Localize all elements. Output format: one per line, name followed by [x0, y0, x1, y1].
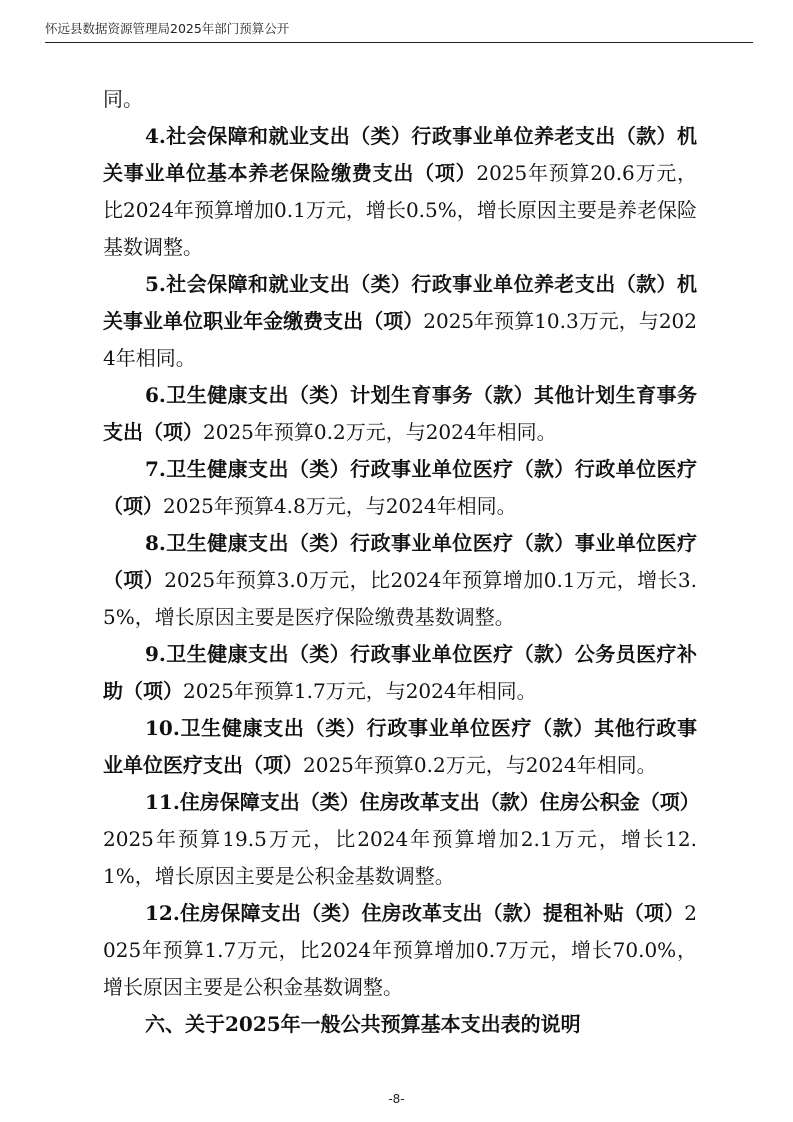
header-title: 怀远县数据资源管理局2025年部门预算公开: [45, 21, 290, 36]
budget-item-7: [103, 451, 697, 525]
item-body: 2025年预算10.3万元，与2024年相同。: [103, 309, 697, 370]
section-heading: 六、关于2025年一般公共预算基本支出表的说明: [145, 1012, 581, 1036]
continuation-text: 同。: [103, 87, 143, 111]
item-title: 9.卫生健康支出（类）行政事业单位医疗（款）公务员医疗补助（项）: [103, 642, 697, 703]
document-body: [103, 81, 700, 1043]
item-title: 4.社会保障和就业支出（类）行政事业单位养老支出（款）机关事业单位基本养老保险缴费支出（项）: [103, 124, 697, 185]
budget-item-5: [103, 266, 697, 377]
item-body: 2025年预算1.7万元，与2024年相同。: [183, 679, 537, 703]
item-title: 8.卫生健康支出（类）行政事业单位医疗（款）事业单位医疗（项）: [103, 531, 697, 592]
budget-item-8: [103, 525, 697, 636]
item-body: 2025年预算0.2万元，与2024年相同。: [303, 753, 657, 777]
budget-item-6: [103, 377, 697, 451]
page-header: [45, 20, 753, 43]
budget-item-9: [103, 636, 697, 710]
item-title: 6.卫生健康支出（类）计划生育事务（款）其他计划生育事务支出（项）: [103, 383, 697, 444]
item-body: 2025年预算0.2万元，与2024年相同。: [203, 420, 557, 444]
item-title: 10.卫生健康支出（类）行政事业单位医疗（款）其他行政事业单位医疗支出（项）: [103, 716, 697, 777]
item-body: 2025年预算1.7万元，比2024年预算增加0.7万元，增长70.0%，增长原因主要是公积金基数调整。: [103, 901, 697, 999]
budget-item-12: [103, 895, 697, 1006]
item-title: 12.住房保障支出（类）住房改革支出（款）提租补贴（项）: [145, 901, 685, 925]
budget-item-4: [103, 118, 697, 266]
item-title: 5.社会保障和就业支出（类）行政事业单位养老支出（款）机关事业单位职业年金缴费支出（项）: [103, 272, 697, 333]
item-title: 7.卫生健康支出（类）行政事业单位医疗（款）行政单位医疗（项）: [103, 457, 697, 518]
item-title: 11.住房保障支出（类）住房改革支出（款）住房公积金（项）: [145, 790, 700, 814]
item-body: 2025年预算20.6万元，比2024年预算增加0.1万元，增长0.5%，增长原因主要是养老保险基数调整。: [103, 161, 698, 259]
item-body: 2025年预算4.8万元，与2024年相同。: [163, 494, 517, 518]
budget-item-11: [103, 784, 700, 895]
page-number: -8-: [388, 1092, 405, 1106]
item-body: 2025年预算3.0万元，比2024年预算增加0.1万元，增长3.5%，增长原因主要是医疗保险缴费基数调整。: [103, 568, 697, 629]
item-body: 2025年预算19.5万元，比2024年预算增加2.1万元，增长12.1%，增长原因主要是公积金基数调整。: [103, 827, 697, 888]
budget-item-10: [103, 710, 697, 784]
